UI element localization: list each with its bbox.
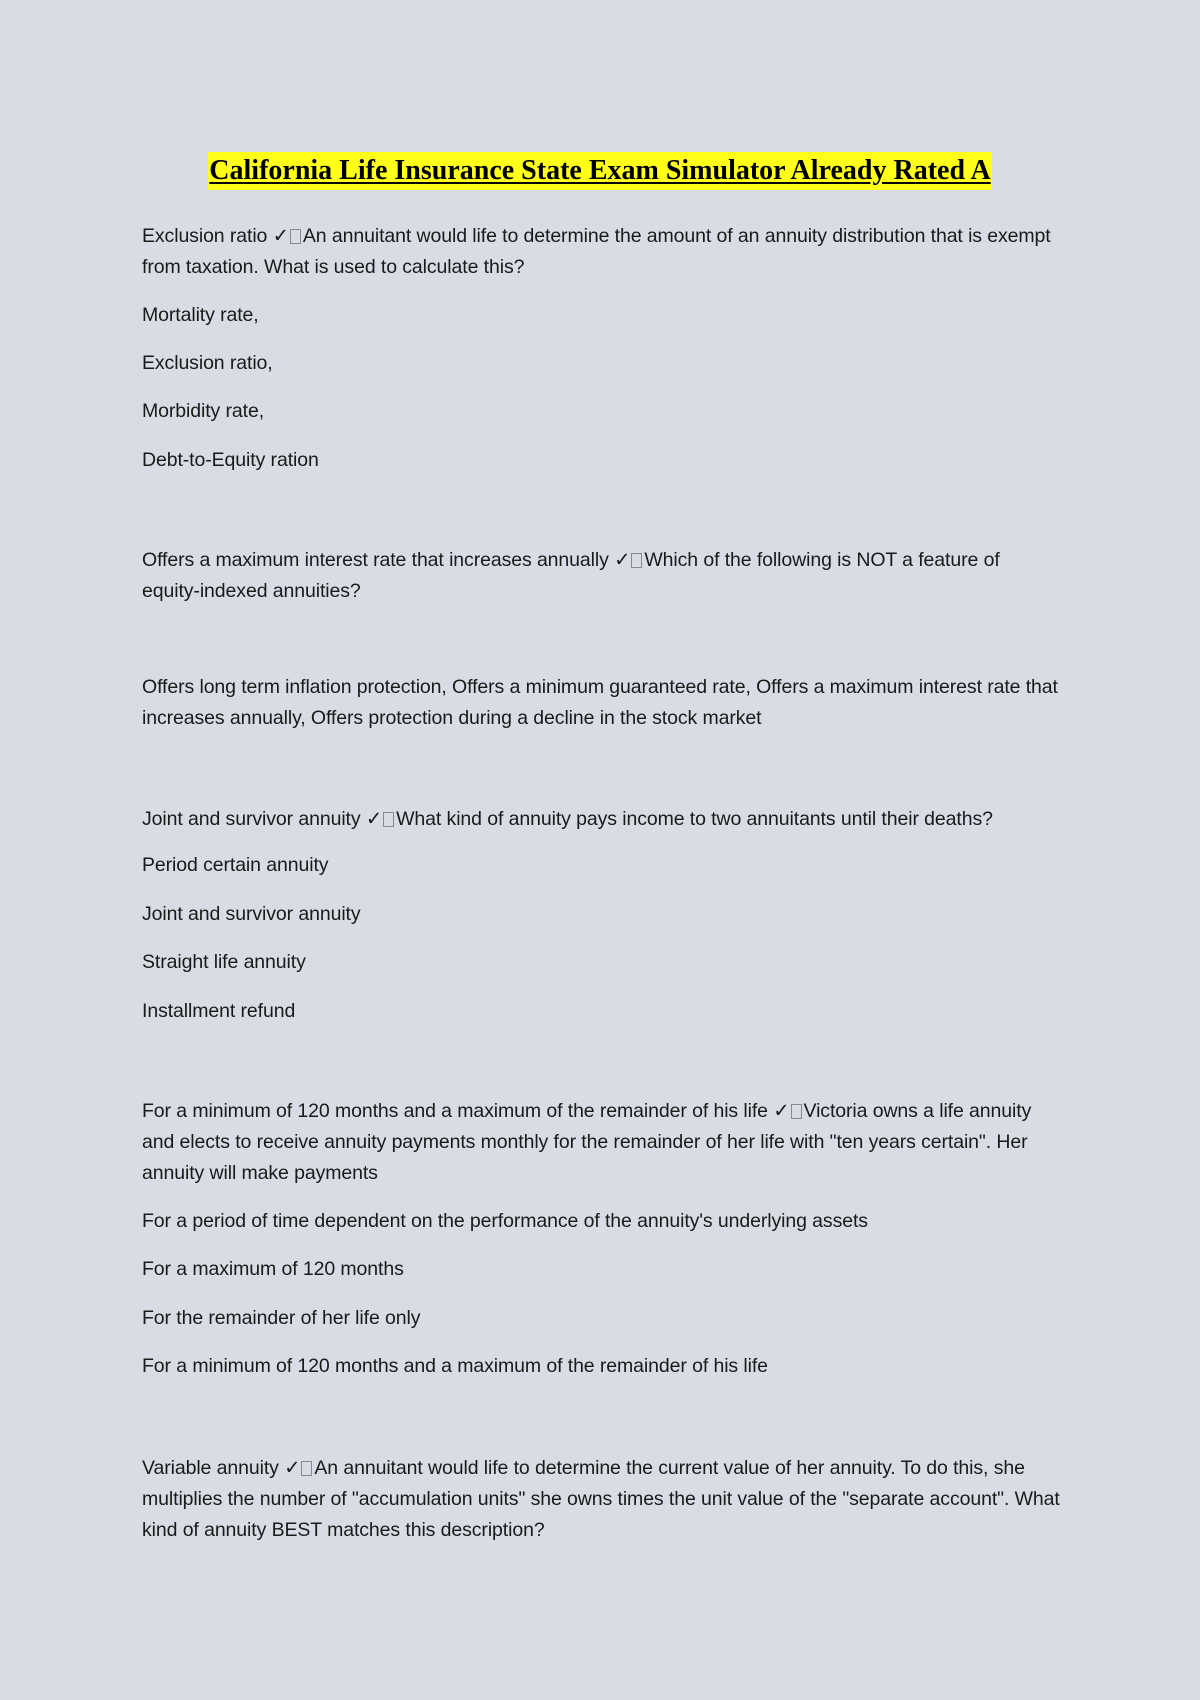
missing-glyph-box-icon bbox=[631, 553, 642, 568]
answer-text: For a minimum of 120 months and a maximum of the remainder of his life bbox=[142, 1100, 768, 1122]
option-item: For a maximum of 120 months bbox=[142, 1258, 404, 1280]
missing-glyph-box-icon bbox=[791, 1104, 802, 1119]
checkmark-icon: ✓ bbox=[773, 1099, 790, 1122]
missing-glyph-box-icon bbox=[290, 229, 301, 244]
question-3 bbox=[142, 803, 993, 835]
title-wrap bbox=[0, 152, 1200, 190]
option-item: Installment refund bbox=[142, 1000, 296, 1022]
question-text: An annuitant would life to determine the amount of an annuity distribution that is exempt from taxation. What is used to calculate this? bbox=[142, 225, 1051, 278]
option-item: Joint and survivor annuity bbox=[142, 903, 361, 925]
option-item: Period certain annuity bbox=[142, 854, 329, 876]
document-title: California Life Insurance State Exam Simulator Already Rated A bbox=[208, 152, 991, 190]
option-item: Debt-to-Equity ration bbox=[142, 449, 319, 471]
option-item: Morbidity rate, bbox=[142, 400, 265, 422]
checkmark-icon: ✓ bbox=[365, 807, 383, 830]
answer-text: Offers a maximum interest rate that increases annually bbox=[142, 549, 609, 571]
answer-text: Joint and survivor annuity bbox=[142, 808, 361, 830]
missing-glyph-box-icon bbox=[383, 812, 394, 827]
question-2 bbox=[142, 544, 1062, 607]
option-item: For a minimum of 120 months and a maximum of the remainder of his life bbox=[142, 1355, 768, 1377]
question-4 bbox=[142, 1095, 1062, 1189]
checkmark-icon: ✓ bbox=[614, 548, 631, 571]
answer-text: Variable annuity bbox=[142, 1457, 279, 1479]
option-item: Straight life annuity bbox=[142, 951, 306, 973]
question-5 bbox=[142, 1452, 1062, 1546]
question-1 bbox=[142, 220, 1062, 283]
option-item: Mortality rate, bbox=[142, 304, 259, 326]
missing-glyph-box-icon bbox=[301, 1461, 312, 1476]
checkmark-icon: ✓ bbox=[272, 224, 289, 247]
checkmark-icon: ✓ bbox=[284, 1456, 301, 1479]
option-item: Offers long term inflation protection, Offers a minimum guaranteed rate, Offers a maximum interest rate that increases annually, Offers protection during a decline in the stock market bbox=[142, 676, 1058, 729]
answer-text: Exclusion ratio bbox=[142, 225, 268, 247]
question-text: An annuitant would life to determine the current value of her annuity. To do this, she multiplies the number of "accumulation units" she owns times the unit value of the "separate account". What kind of annuity BEST matches this description? bbox=[142, 1457, 1060, 1541]
option-item: For a period of time dependent on the performance of the annuity's underlying assets bbox=[142, 1210, 868, 1232]
option-item: Exclusion ratio, bbox=[142, 352, 273, 374]
question-text: What kind of annuity pays income to two annuitants until their deaths? bbox=[396, 808, 993, 830]
option-item: For the remainder of her life only bbox=[142, 1307, 421, 1329]
question-text: Which of the following is NOT a feature of equity-indexed annuities? bbox=[142, 549, 1000, 602]
question-text: Victoria owns a life annuity and elects to receive annuity payments monthly for the remainder of her life with "ten years certain". Her annuity will make payments bbox=[142, 1100, 1032, 1184]
